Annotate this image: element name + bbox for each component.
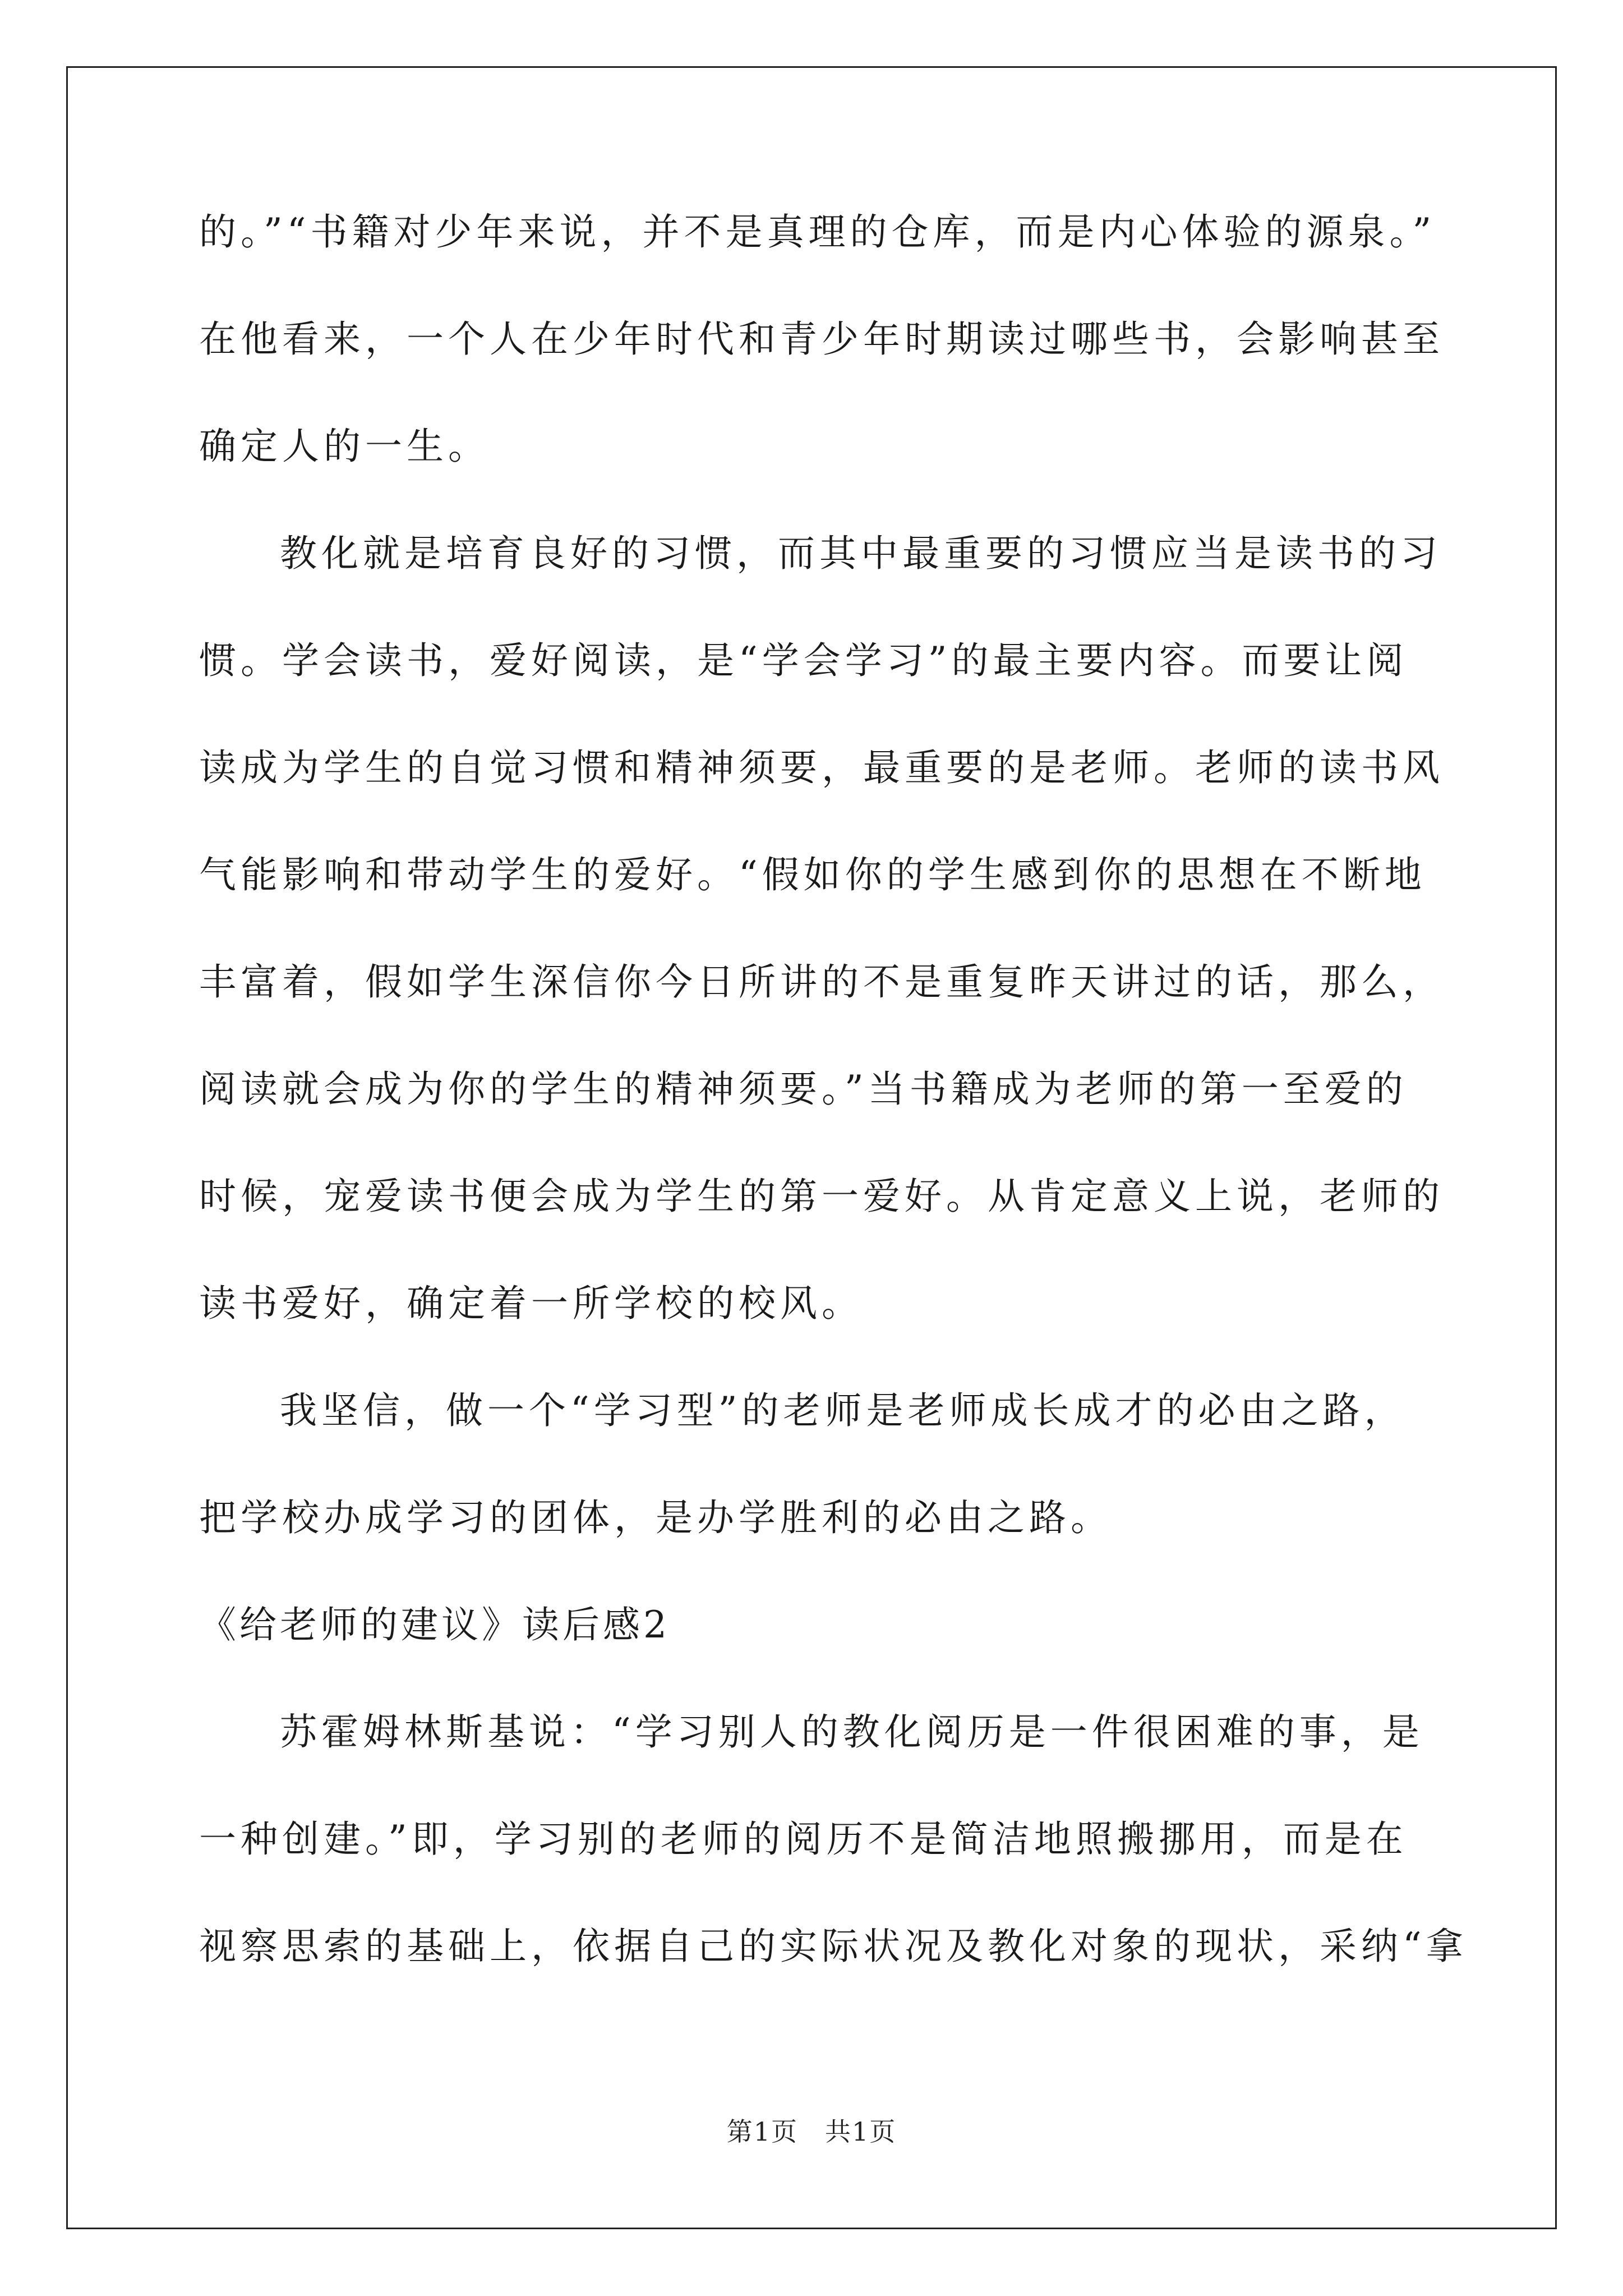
text-line: 阅读就会成为你的学生的精神须要。”当书籍成为老师的第一至爱的 <box>199 1068 1408 1111</box>
text-line: 确定人的一生。 <box>199 425 490 468</box>
page-footer <box>0 2115 1623 2148</box>
document-body <box>199 178 1468 2000</box>
text-line: 气能影响和带动学生的爱好。“假如你的学生感到你的思想在不断地 <box>199 853 1426 896</box>
text-line: 丰富着，假如学生深信你今日所讲的不是重复昨天讲过的话，那么， <box>199 960 1444 1004</box>
text-line: 的。”“书籍对少年来说，并不是真理的仓库，而是内心体验的源泉。” <box>199 210 1436 254</box>
section-heading: 《给老师的建议》读后感2 <box>199 1603 670 1646</box>
text-line: 读书爱好，确定着一所学校的校风。 <box>199 1282 863 1325</box>
page-number: 第1页 <box>726 2116 798 2147</box>
text-line: 把学校办成学习的团体，是办学胜利的必由之路。 <box>199 1496 1112 1539</box>
paragraph-start-line: 我坚信，做一个“学习型”的老师是老师成长成才的必由之路， <box>280 1389 1406 1432</box>
page-total: 共1页 <box>825 2116 897 2147</box>
text-line: 时候，宠爱读书便会成为学生的第一爱好。从肯定意义上说，老师的 <box>199 1175 1444 1218</box>
paragraph-start-line: 苏霍姆林斯基说：“学习别人的教化阅历是一件很困难的事，是 <box>280 1710 1424 1754</box>
text-line: 一种创建。”即，学习别的老师的阅历不是简洁地照搬挪用，而是在 <box>199 1818 1408 1861</box>
text-line: 惯。学会读书，爱好阅读，是“学会学习”的最主要内容。而要让阅 <box>199 639 1408 682</box>
text-line: 视察思索的基础上，依据自己的实际状况及教化对象的现状，采纳“拿 <box>199 1925 1468 1968</box>
paragraph-start-line: 教化就是培育良好的习惯，而其中最重要的习惯应当是读书的习 <box>280 532 1442 575</box>
text-line: 读成为学生的自觉习惯和精神须要，最重要的是老师。老师的读书风 <box>199 746 1444 789</box>
text-line: 在他看来，一个人在少年时代和青少年时期读过哪些书，会影响甚至 <box>199 318 1444 361</box>
